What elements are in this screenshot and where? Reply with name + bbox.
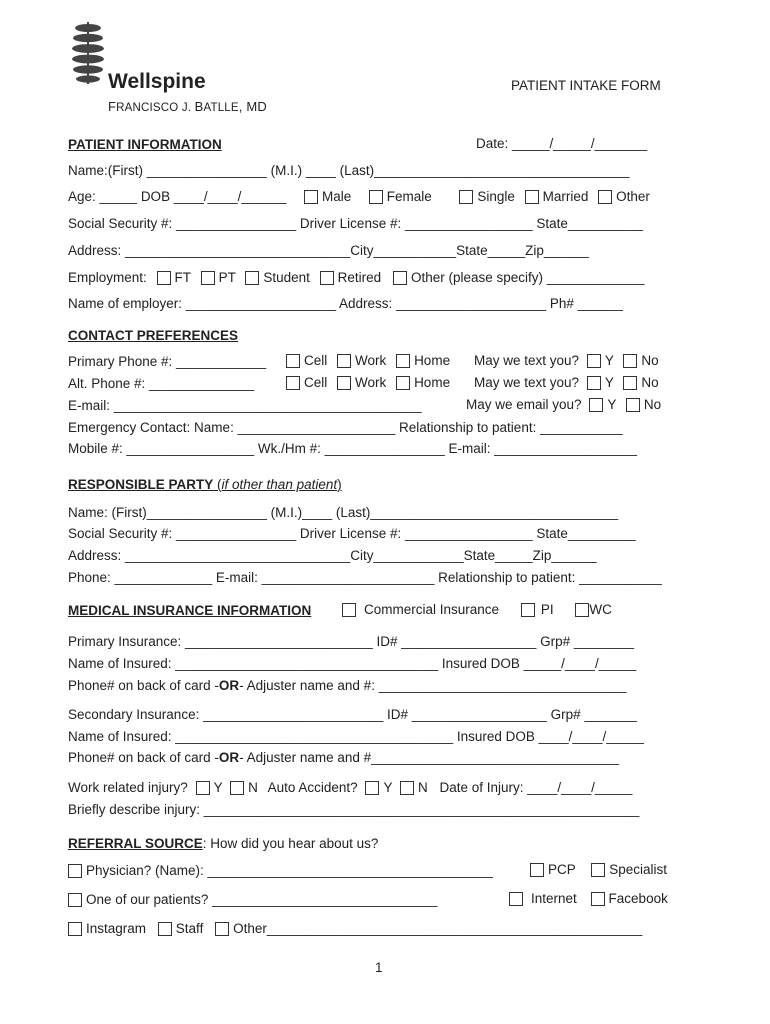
other-employment-checkbox[interactable] — [393, 271, 407, 285]
work-injury-no-checkbox[interactable] — [230, 781, 244, 795]
physician-row — [68, 862, 493, 880]
doctor-name: FRANCISCO J. BATLLE, MD — [108, 99, 268, 114]
responsible-name-field[interactable]: Name: (First)________________ (M.I.)____ (Last)_________________________________ — [68, 505, 619, 520]
other-referral-field[interactable]: Other__________________________________________________ — [233, 921, 643, 936]
responsible-phone-field[interactable]: Phone: _____________ E-mail: _______________________ Relationship to patient: ___________ — [68, 570, 662, 585]
social-row: Instagram Staff Other__________________________________________________ — [68, 920, 642, 938]
brand-name: Wellspine — [108, 70, 206, 93]
primary-home-checkbox[interactable] — [396, 354, 410, 368]
patient-info-heading: PATIENT INFORMATION — [68, 137, 222, 152]
wellspine-logo — [70, 22, 106, 84]
insurance-heading: MEDICAL INSURANCE INFORMATION — [68, 603, 312, 618]
alt-phone-field[interactable]: Alt. Phone #: ______________ — [68, 376, 255, 391]
primary-insured-field[interactable]: Name of Insured: ___________________________________ Insured DOB _____/____/_____ — [68, 656, 637, 671]
alt-text-yes-checkbox[interactable] — [587, 376, 601, 390]
patients-row — [68, 891, 437, 909]
text-no-checkbox[interactable] — [623, 354, 637, 368]
age-dob-row: Age: _____ DOB ____/____/______ Male Female Single Married Other — [68, 189, 650, 204]
commercial-insurance-checkbox[interactable] — [342, 603, 356, 617]
responsible-address-field[interactable]: Address: ______________________________City____________State_____Zip______ — [68, 548, 597, 563]
form-title: PATIENT INTAKE FORM — [511, 78, 661, 93]
physician-name-field[interactable]: Physician? (Name): ______________________________________ — [86, 863, 493, 878]
spine-logo-icon — [70, 22, 106, 84]
secondary-insured-field[interactable]: Name of Insured: _____________________________________ Insured DOB ____/____/_____ — [68, 729, 644, 744]
ft-checkbox[interactable] — [157, 271, 171, 285]
primary-work-checkbox[interactable] — [337, 354, 351, 368]
female-checkbox[interactable] — [369, 190, 383, 204]
insurance-type-options: Commercial Insurance PI WC — [342, 602, 612, 617]
pcp-checkbox[interactable] — [530, 863, 544, 877]
referring-patient-field[interactable]: One of our patients? ______________________________ — [86, 892, 438, 907]
retired-checkbox[interactable] — [320, 271, 334, 285]
work-injury-yes-checkbox[interactable] — [196, 781, 210, 795]
employment-row: Employment: FT PT Student Retired Other (please specify) _____________ — [68, 270, 645, 285]
emergency-contact-field[interactable]: Emergency Contact: Name: _____________________ Relationship to patient: ___________ — [68, 420, 623, 435]
instagram-checkbox[interactable] — [68, 922, 82, 936]
other-marital-checkbox[interactable] — [598, 190, 612, 204]
specialist-checkbox[interactable] — [591, 863, 605, 877]
mobile-field[interactable]: Mobile #: _________________ Wk./Hm #: ________________ E-mail: ___________________ — [68, 441, 637, 456]
email-no-checkbox[interactable] — [626, 398, 640, 412]
pi-checkbox[interactable] — [521, 603, 535, 617]
internet-checkbox[interactable] — [509, 892, 523, 906]
email-field[interactable]: E-mail: _________________________________________ — [68, 398, 422, 413]
text-consent-alt: May we text you? Y No — [474, 375, 659, 390]
alt-home-checkbox[interactable] — [396, 376, 410, 390]
other-referral-checkbox[interactable] — [215, 922, 229, 936]
text-consent-primary: May we text you? Y No — [474, 353, 659, 368]
single-checkbox[interactable] — [459, 190, 473, 204]
physician-type-options: PCP Specialist — [530, 862, 667, 877]
primary-cell-checkbox[interactable] — [286, 354, 300, 368]
auto-accident-yes-checkbox[interactable] — [365, 781, 379, 795]
primary-phone-type: Cell Work Home — [286, 353, 450, 368]
facebook-checkbox[interactable] — [591, 892, 605, 906]
email-yes-checkbox[interactable] — [589, 398, 603, 412]
responsible-ssn-field[interactable]: Social Security #: ________________ Driver License #: _________________ State_________ — [68, 526, 636, 541]
physician-checkbox[interactable] — [68, 864, 82, 878]
wc-checkbox[interactable] — [575, 603, 589, 617]
ssn-field[interactable]: Social Security #: ________________ Driver License #: _________________ State__________ — [68, 216, 643, 231]
date-of-injury-field[interactable]: Date of Injury: ____/____/_____ — [439, 780, 633, 795]
date-field[interactable]: Date: _____/_____/_______ — [476, 136, 648, 151]
referral-heading: REFERRAL SOURCE: How did you hear about us? — [68, 836, 379, 851]
patient-name-field[interactable]: Name:(First) ________________ (M.I.) ____ (Last)__________________________________ — [68, 163, 630, 178]
auto-accident-no-checkbox[interactable] — [400, 781, 414, 795]
primary-card-phone-field[interactable]: Phone# on back of card -OR- Adjuster name and #: _________________________________ — [68, 678, 627, 693]
secondary-insurance-field[interactable]: Secondary Insurance: ________________________ ID# __________________ Grp# _______ — [68, 707, 637, 722]
age-dob-field[interactable]: Age: _____ DOB ____/____/______ — [68, 189, 287, 204]
alt-cell-checkbox[interactable] — [286, 376, 300, 390]
our-patients-checkbox[interactable] — [68, 893, 82, 907]
student-checkbox[interactable] — [245, 271, 259, 285]
primary-phone-field[interactable]: Primary Phone #: ____________ — [68, 354, 267, 369]
describe-injury-field[interactable]: Briefly describe injury: __________________________________________________________ — [68, 802, 640, 817]
primary-insurance-field[interactable]: Primary Insurance: _________________________ ID# __________________ Grp# ________ — [68, 634, 634, 649]
alt-work-checkbox[interactable] — [337, 376, 351, 390]
text-yes-checkbox[interactable] — [587, 354, 601, 368]
address-field[interactable]: Address: ______________________________City___________State_____Zip______ — [68, 243, 589, 258]
alt-phone-type: Cell Work Home — [286, 375, 450, 390]
page-number: 1 — [375, 960, 383, 975]
contact-preferences-heading: CONTACT PREFERENCES — [68, 328, 239, 343]
married-checkbox[interactable] — [525, 190, 539, 204]
staff-checkbox[interactable] — [158, 922, 172, 936]
injury-row: Work related injury? Y N Auto Accident? Y N Date of Injury: ____/____/_____ — [68, 780, 633, 795]
pt-checkbox[interactable] — [201, 271, 215, 285]
responsible-party-heading: RESPONSIBLE PARTY (if other than patient) — [68, 477, 342, 492]
employer-field[interactable]: Name of employer: ____________________ Address: ____________________ Ph# ______ — [68, 296, 623, 311]
male-checkbox[interactable] — [304, 190, 318, 204]
secondary-card-phone-field[interactable]: Phone# on back of card -OR- Adjuster name and #_________________________________ — [68, 750, 619, 765]
online-options: Internet Facebook — [509, 891, 668, 906]
email-consent: May we email you? Y No — [466, 397, 662, 412]
alt-text-no-checkbox[interactable] — [623, 376, 637, 390]
